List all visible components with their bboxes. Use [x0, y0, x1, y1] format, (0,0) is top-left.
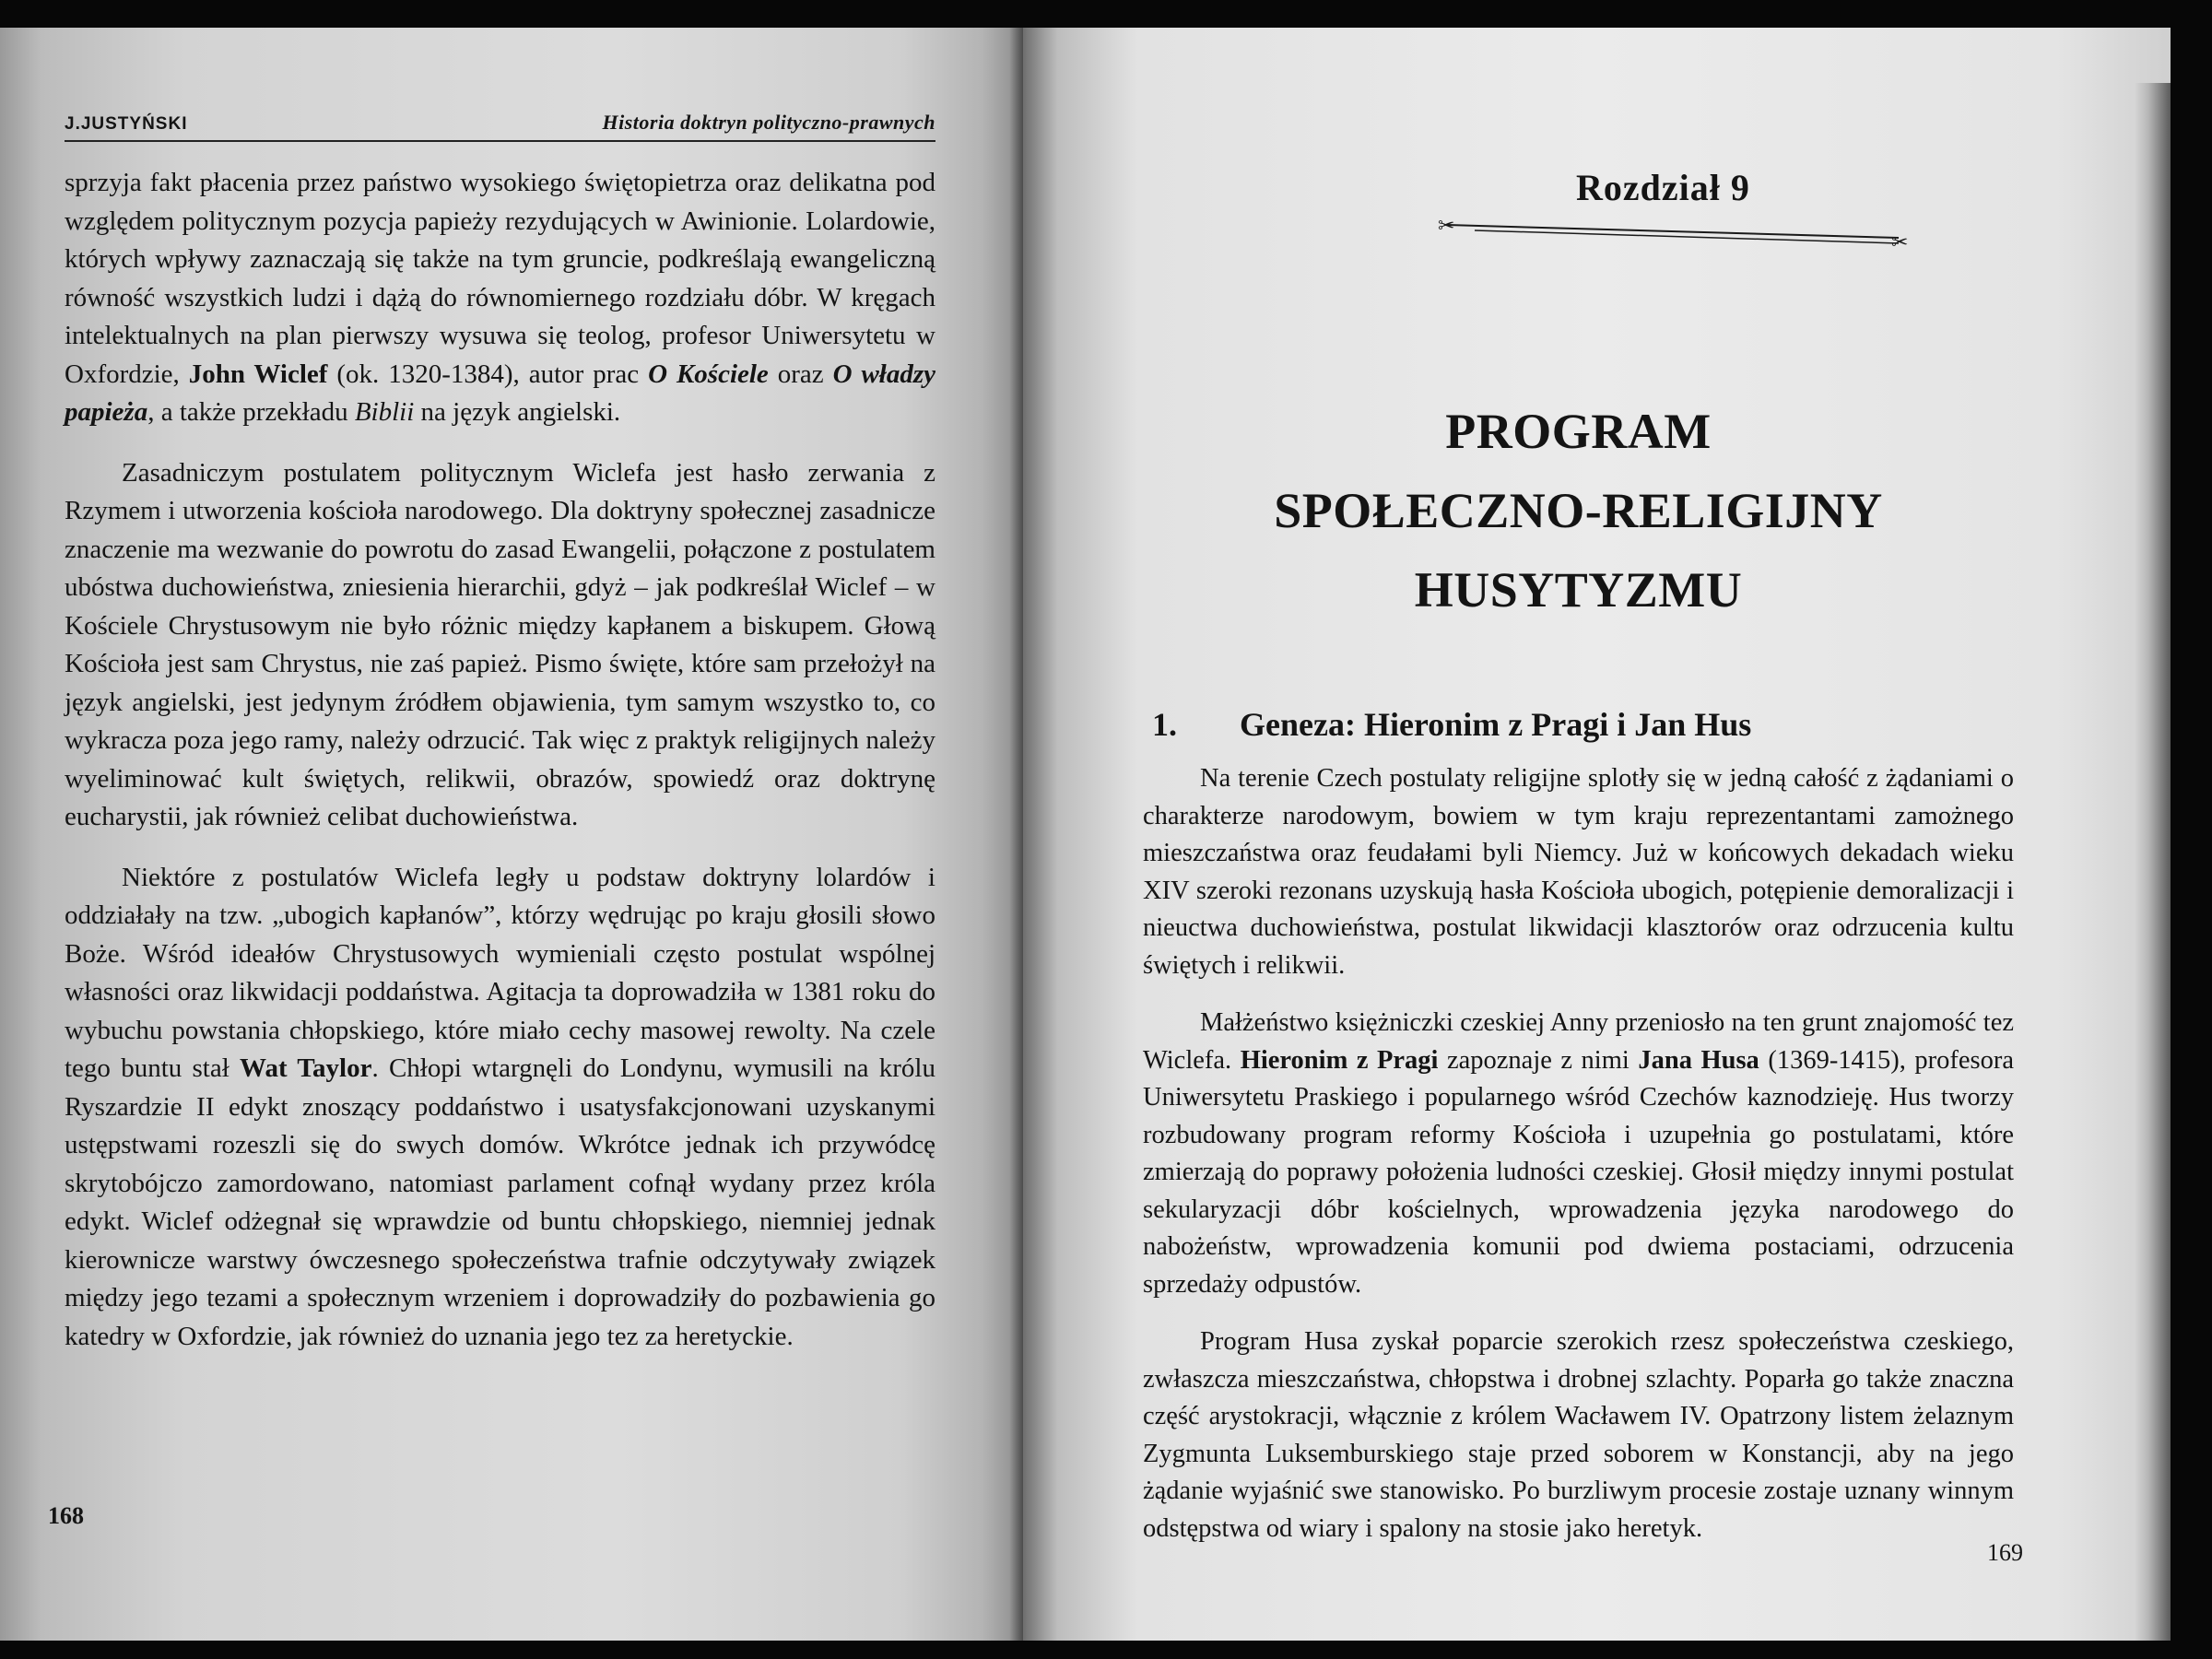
chapter-label: Rozdział 9	[1576, 167, 1750, 208]
right-page	[1023, 28, 2171, 1641]
paragraph-text: (1369-1415), profesora Uniwersytetu Praskiego i popularnego wśród Czechów kaznodzieję. Hus tworzy rozbudowany program reformy Kościoła i uzupełnia go postulatami, które zmierzają do poprawy położenia ludności czeskiej. Głosił między innymi postulat sekularyzacji dóbr kościelnych, wprowadzenia języka narodowego do nabożeństw, wprowadzenia komunii pod dwiema postaciami, odrzucenia sprzedaży odpustów.	[1143, 1045, 2015, 1299]
paragraph-text: (ok. 1320-1384), autor prac	[336, 359, 640, 389]
paragraph-text: na język angielski.	[420, 397, 621, 427]
paragraph-text: zapoznaje z nimi	[1446, 1045, 1630, 1075]
chapter-ornament-rule	[1438, 216, 1917, 253]
paragraph-3	[65, 859, 935, 1357]
work-title: O Kościele	[648, 359, 769, 389]
chapter-title-line-2: SPOŁECZNO-RELIGIJNY HUSYTYZMU	[1274, 483, 1883, 618]
work-title: Biblii	[354, 397, 415, 427]
paragraph-text: sprzyja fakt płacenia przez państwo wysokiego świętopietrza oraz delikatna pod względem politycznym pozycja papieży rezydujących w Awinionie. Lolardowie, których wpływy zaznaczają się także na tym gruncie, podkreślają ewangeliczną równość wszystkich ludzi i dążą do równomiernego rozdziału dóbr. W kręgach intelektualnych na plan pierwszy wysuwa się teolog, profesor Uniwersytetu w Oxfordzie,	[65, 168, 935, 389]
page-number-right: 169	[1987, 1539, 2023, 1566]
paragraph-1: Na terenie Czech postulaty religijne splotły się w jedną całość z żądaniami o charakterze narodowym, bowiem w tym kraju reprezentantami zamożnego mieszczaństwa oraz feudałami byli Niemcy. Już w końcowych dekadach wieku XIV szeroki rezonans uzyskują hasła Kościoła ubogich, potępienie demoralizacji i nieuctwa duchowieństwa, postulat likwidacji klasztorów oraz odrzucenia kultu świętych i relikwii.	[1143, 764, 2014, 980]
paragraph-text: Małżeństwo księżniczki czeskiej Anny przeniosło na ten grunt znajomość tez Wiclefa.	[1143, 1008, 2014, 1075]
svg-text:✂: ✂	[1438, 216, 1455, 238]
work-title: O władzy papieża	[65, 359, 936, 427]
page-number-left: 168	[48, 1502, 84, 1529]
paragraph-text: , a także przekładu	[147, 397, 348, 427]
person-name: Jana Husa	[1638, 1045, 1759, 1075]
running-head-author: J.JUSTYŃSKI	[65, 114, 188, 134]
paragraph-2	[1143, 1005, 2014, 1303]
person-name: Wat Taylor	[240, 1053, 372, 1083]
paragraph-text: oraz	[777, 359, 824, 389]
paragraph-1	[65, 164, 935, 432]
section-title: Geneza: Hieronim z Pragi i Jan Hus	[1240, 706, 1752, 743]
chapter-title-line-1: PROGRAM	[1445, 404, 1712, 459]
chapter-title	[1143, 392, 2014, 629]
person-name: John Wiclef	[188, 359, 328, 389]
left-page-text	[65, 164, 935, 1356]
svg-text:✂: ✂	[1891, 231, 1909, 253]
section-number: 1.	[1152, 706, 1177, 743]
running-head-title: Historia doktryn polityczno-prawnych	[602, 111, 935, 134]
section-heading	[1152, 705, 2014, 744]
paragraph-2: Zasadniczym postulatem politycznym Wiclefa jest hasło zerwania z Rzymem i utworzenia kościoła narodowego. Dla doktryny społecznej zasadnicze znaczenie ma wezwanie do powrotu do zasad Ewangelii, połączone z postulatem ubóstwa duchowieństwa, zniesienia hierarchii, gdyż – jak podkreślał Wiclef – w Kościele Chrystusowym nie było różnic między kapłanem a biskupem. Głową Kościoła jest sam Chrystus, nie zaś papież. Pismo święte, które sam przełożył na język angielski, jest jedynym źródłem objawienia, tym samym wszystko to, co wykracza poza jego ramy, należy odrzucić. Tak więc z praktyk religijnych należy wyeliminować kult świętych, relikwii, obrazów, spowiedź oraz doktrynę eucharystii, jak również celibat duchowieństwa.	[65, 457, 935, 831]
paragraph-text: Niektóre z postulatów Wiclefa legły u podstaw doktryny lolardów i oddziałały na tzw. „ubogich kapłanów”, którzy wędrując po kraju głosili słowo Boże. Wśród ideałów Chrystusowych wymieniali często postulat wspólnej własności oraz likwidacji poddaństwa. Agitacja ta doprowadziła w 1381 roku do wybuchu powstania chłopskiego, które miało cechy masowej rewolty. Na czele tego buntu stał	[65, 862, 935, 1083]
paragraph-text: . Chłopi wtargnęli do Londynu, wymusili na królu Ryszardzie II edykt znoszący poddaństwo i usatysfakcjonowani uzyskanymi ustępstwami rozeszli się do swych domów. Wkrótce jednak ich przywódcę skrytobójczo zamordowano, natomiast parlament cofnął wydany przez króla edykt. Wiclef odżegnał się wprawdzie od buntu chłopskiego, niemniej jednak kierownicze warstwy ówczesnego społeczeństwa trafnie odczytywały związek między jego tezami a społecznym wrzeniem i doprowadziły do pozbawienia go katedry w Oxfordzie, jak również do uznania jego tez za heretyckie.	[65, 1053, 935, 1351]
paragraph-3: Program Husa zyskał poparcie szerokich rzesz społeczeństwa czeskiego, zwłaszcza mieszczaństwa, chłopstwa i drobnej szlachty. Poparła go także znaczna część arystokracji, włącznie z królem Wacławem IV. Opatrzony listem żelaznym Zygmunta Luksemburskiego staje przed soborem w Konstancji, aby na jego żądanie wyjaśnić swe stanowisko. Po burzliwym procesie zostaje uznany winnym odstępstwa od wiary i spalony na stosie jako heretyk.	[1143, 1327, 2014, 1543]
left-page	[0, 28, 1023, 1641]
person-name: Hieronim z Pragi	[1240, 1045, 1439, 1075]
chapter-heading	[1143, 28, 2014, 253]
running-head	[65, 111, 935, 142]
page-edge	[2134, 83, 2171, 1641]
